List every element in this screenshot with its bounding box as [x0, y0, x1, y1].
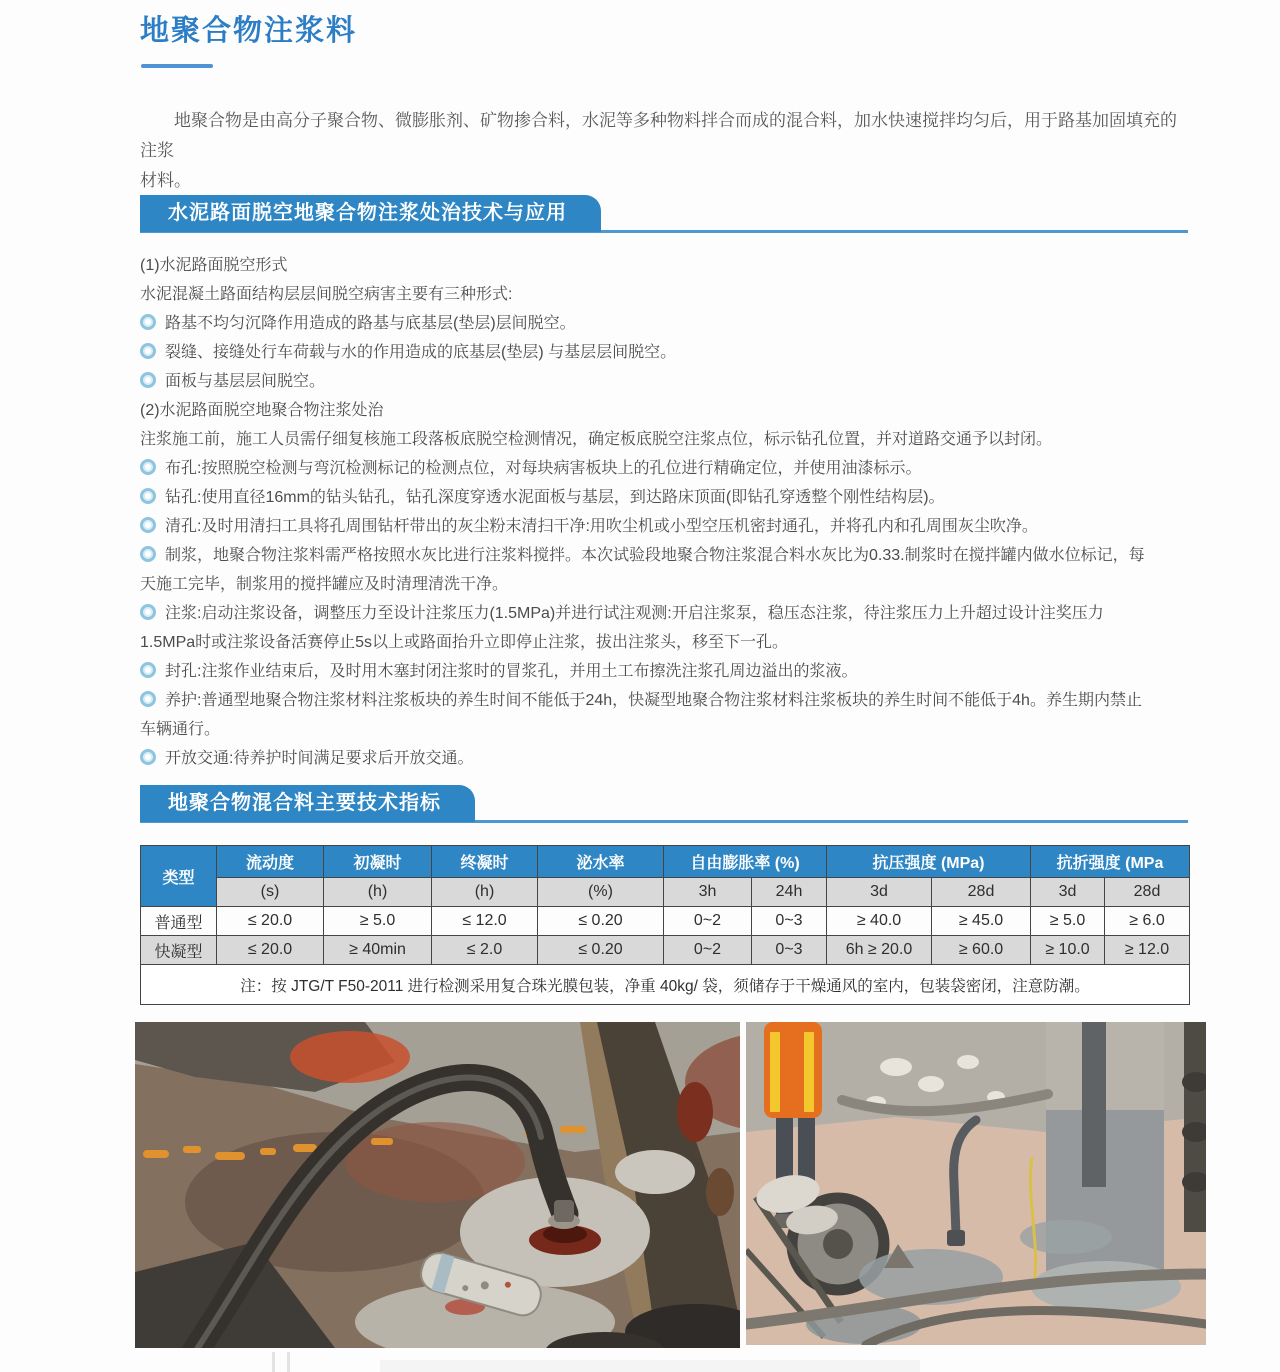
body-text: 天施工完毕，制浆用的搅拌罐应及时清理清洗干净。	[140, 576, 509, 593]
table-row	[141, 936, 1190, 965]
intro-line: 材料。	[140, 171, 191, 190]
ring-bullet-icon	[140, 662, 156, 678]
body-text: 布孔:按照脱空检测与弯沉检测标记的检测点位，对每块病害板块上的孔位进行精确定位，并使用油漆标示。	[165, 460, 922, 477]
header-free-expansion: 自由膨胀率 (%)	[664, 846, 827, 878]
section1-body	[140, 249, 1255, 771]
ring-bullet-icon	[140, 488, 156, 504]
header-final-set: 终凝时	[432, 846, 538, 878]
subheader-28d: 28d	[1105, 878, 1190, 907]
body-text: 路基不均匀沉降作用造成的路基与底基层(垫层)层间脱空。	[165, 315, 576, 332]
body-text-line	[140, 365, 1255, 394]
body-text-line	[140, 626, 1255, 655]
page-title: 地聚合物注浆料	[140, 15, 358, 47]
subheader-3h: 3h	[664, 878, 752, 907]
value-cell: ≥ 40min	[324, 936, 432, 965]
value-cell: ≥ 5.0	[324, 907, 432, 936]
scan-artifact	[380, 1360, 920, 1372]
value-cell: 0~3	[752, 936, 827, 965]
ring-bullet-icon	[140, 314, 156, 330]
body-text: 水泥混凝土路面结构层层间脱空病害主要有三种形式:	[140, 286, 513, 303]
body-text-line	[140, 742, 1255, 771]
subheader-24h: 24h	[752, 878, 827, 907]
body-text: 钻孔:使用直径16mm的钻头钻孔，钻孔深度穿透水泥面板与基层，到达路床顶面(即钻孔穿透整个刚性结构层)。	[165, 489, 945, 506]
value-cell: ≤ 0.20	[538, 907, 664, 936]
section1-banner: 水泥路面脱空地聚合物注浆处治技术与应用	[140, 195, 601, 232]
value-cell: ≥ 10.0	[1031, 936, 1105, 965]
ring-bullet-icon	[140, 691, 156, 707]
body-text-line	[140, 307, 1255, 336]
value-cell: ≤ 20.0	[217, 936, 324, 965]
title-underline	[141, 64, 213, 68]
intro-line: 地聚合物是由高分子聚合物、微膨胀剂、矿物掺合料，水泥等多种物料拌合而成的混合料，加水快速搅拌均匀后，用于路基加固填充的注浆	[140, 111, 1177, 160]
body-text-line	[140, 249, 1255, 278]
body-text-line	[140, 452, 1255, 481]
body-text: 1.5MPa时或注浆设备活赛停止5s以上或路面抬升立即停止注浆，拔出注浆头，移至下一孔。	[140, 634, 789, 651]
body-text-line	[140, 568, 1255, 597]
body-text-line	[140, 423, 1255, 452]
body-text-line	[140, 655, 1255, 684]
photo-grouting-worksite	[746, 1022, 1206, 1345]
body-text-line	[140, 597, 1255, 626]
value-cell: ≤ 0.20	[538, 936, 664, 965]
intro-paragraph	[140, 106, 1192, 196]
value-cell: ≥ 45.0	[932, 907, 1031, 936]
subheader-28d: 28d	[932, 878, 1031, 907]
body-text: 制浆，地聚合物注浆料需严格按照水灰比进行注浆料搅拌。本次试验段地聚合物注浆混合料水灰比为0.33.制浆时在搅拌罐内做水位标记，每	[165, 547, 1145, 564]
ring-bullet-icon	[140, 517, 156, 533]
body-text: 车辆通行。	[140, 721, 221, 738]
subheader-s: (s)	[217, 878, 324, 907]
body-text-line	[140, 539, 1255, 568]
ring-bullet-icon	[140, 749, 156, 765]
body-text: 开放交通:待养护时间满足要求后开放交通。	[165, 750, 474, 767]
ring-bullet-icon	[140, 604, 156, 620]
ring-bullet-icon	[140, 343, 156, 359]
body-text: 养护:普通型地聚合物注浆材料注浆板块的养生时间不能低于24h，快凝型地聚合物注浆材料注浆板块的养生时间不能低于4h。养生期内禁止	[165, 692, 1142, 709]
header-flexural: 抗折强度 (MPa	[1031, 846, 1190, 878]
header-fluidity: 流动度	[217, 846, 324, 878]
subheader-3d: 3d	[827, 878, 932, 907]
body-text-line	[140, 510, 1255, 539]
body-text: 封孔:注浆作业结束后，及时用木塞封闭注浆时的冒浆孔，并用土工布擦洗注浆孔周边溢出的浆液。	[165, 663, 858, 680]
body-text: 注浆施工前，施工人员需仔细复核施工段落板底脱空检测情况，确定板底脱空注浆点位，标示钻孔位置，并对道路交通予以封闭。	[140, 431, 1053, 448]
scan-artifact	[272, 1352, 275, 1372]
body-text: 注浆:启动注浆设备，调整压力至设计注浆压力(1.5MPa)并进行试注观测:开启注浆泵，稳压态注浆，待注浆压力上升超过设计注奖压力	[165, 605, 1104, 622]
section2-banner: 地聚合物混合料主要技术指标	[140, 785, 475, 822]
subheader-h: (h)	[432, 878, 538, 907]
body-text: 裂缝、接缝处行车荷载与水的作用造成的底基层(垫层) 与基层层间脱空。	[165, 344, 677, 361]
row-type-cell: 快凝型	[141, 936, 217, 965]
body-text-line	[140, 278, 1255, 307]
ring-bullet-icon	[140, 459, 156, 475]
body-text: (1)水泥路面脱空形式	[140, 257, 288, 274]
value-cell: 0~3	[752, 907, 827, 936]
ring-bullet-icon	[140, 546, 156, 562]
value-cell: ≤ 12.0	[432, 907, 538, 936]
value-cell: 6h ≥ 20.0	[827, 936, 932, 965]
table-note: 注：按 JTG/T F50-2011 进行检测采用复合珠光膜包装，净重 40kg/ 袋，须储存于干燥通风的室内，包装袋密闭，注意防潮。	[141, 965, 1190, 1005]
photo-row	[135, 1022, 1206, 1348]
body-text-line	[140, 394, 1255, 423]
body-text-line	[140, 684, 1255, 713]
subheader-pct: (%)	[538, 878, 664, 907]
value-cell: ≥ 40.0	[827, 907, 932, 936]
subheader-h: (h)	[324, 878, 432, 907]
table-row	[141, 907, 1190, 936]
subheader-3d: 3d	[1031, 878, 1105, 907]
spec-table-body	[141, 907, 1190, 965]
body-text: (2)水泥路面脱空地聚合物注浆处治	[140, 402, 384, 419]
value-cell: 0~2	[664, 936, 752, 965]
scan-artifact	[287, 1352, 290, 1372]
value-cell: ≤ 2.0	[432, 936, 538, 965]
ring-bullet-icon	[140, 372, 156, 388]
header-type: 类型	[141, 846, 217, 907]
photo-grouting-injection-point	[135, 1022, 740, 1348]
body-text-line	[140, 336, 1255, 365]
spec-table	[140, 845, 1190, 1005]
body-text: 清孔:及时用清扫工具将孔周围钻杆带出的灰尘粉末清扫干净:用吹尘机或小型空压机密封通孔，并将孔内和孔周围灰尘吹净。	[165, 518, 1038, 535]
body-text: 面板与基层层间脱空。	[165, 373, 326, 390]
body-text-line	[140, 481, 1255, 510]
value-cell: ≥ 5.0	[1031, 907, 1105, 936]
value-cell: ≥ 12.0	[1105, 936, 1190, 965]
body-text-line	[140, 713, 1255, 742]
value-cell: ≤ 20.0	[217, 907, 324, 936]
header-initial-set: 初凝时	[324, 846, 432, 878]
value-cell: ≥ 6.0	[1105, 907, 1190, 936]
header-bleeding: 泌水率	[538, 846, 664, 878]
value-cell: 0~2	[664, 907, 752, 936]
header-compressive: 抗压强度 (MPa)	[827, 846, 1031, 878]
row-type-cell: 普通型	[141, 907, 217, 936]
value-cell: ≥ 60.0	[932, 936, 1031, 965]
